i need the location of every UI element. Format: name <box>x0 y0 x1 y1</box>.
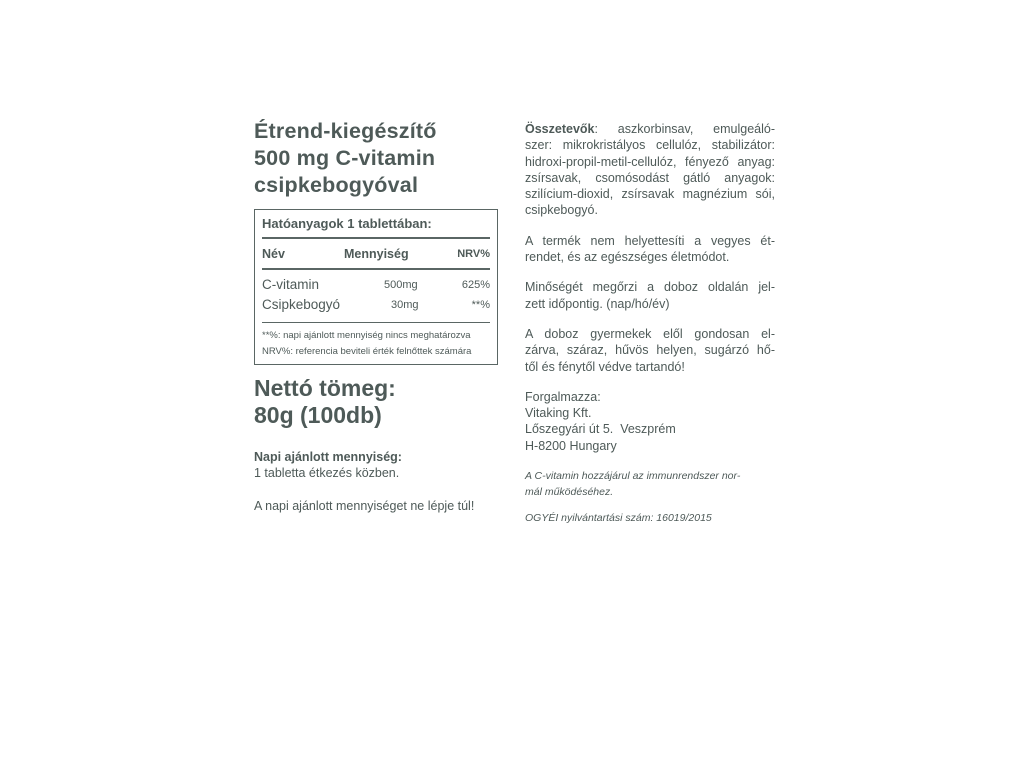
net-weight-value: 80g (100db) <box>254 402 382 428</box>
health-claim <box>525 468 775 500</box>
product-title <box>254 118 504 199</box>
row-2-nrv: **% <box>471 299 490 311</box>
ingredients-line-3: hidroxi-propil-metil-cellulóz, fényező anyag: <box>525 154 775 169</box>
footnote-2: NRV%: referencia beviteli érték felnőttek számára <box>262 346 472 357</box>
column-header-name: Név <box>262 247 285 261</box>
right-column <box>525 121 775 536</box>
row-2-name: Csipkebogyó <box>262 297 341 312</box>
note-storage <box>525 326 775 375</box>
note-diet-line-1: A termék nem helyettesíti a vegyes ét- <box>525 233 775 248</box>
footnote-1: **%: napi ajánlott mennyiség nincs meghatározva <box>262 330 471 341</box>
ingredients <box>525 121 775 219</box>
distributor-name: Vitaking Kft. <box>525 406 592 421</box>
ingredients-line-1: : aszkorbinsav, emulgeáló- <box>594 122 775 136</box>
distributor-country: H-8200 Hungary <box>525 438 617 453</box>
left-column <box>254 118 504 513</box>
note-storage-line-3: től és fénytől védve tartandó! <box>525 359 685 374</box>
title-line-3: csipkebogyóval <box>254 173 419 197</box>
row-1-nrv: 625% <box>461 279 490 291</box>
ingredients-line-2: szer: mikrokristályos cellulóz, stabilizátor: <box>525 138 775 153</box>
dosage-block <box>254 449 504 481</box>
column-header-amount: Mennyiség <box>344 247 409 261</box>
title-line-1: Étrend-kiegészítő <box>254 119 437 143</box>
column-header-nrv: NRV% <box>457 248 490 260</box>
dosage-warning: A napi ajánlott mennyiséget ne lépje túl! <box>254 499 475 513</box>
active-ingredients-table <box>254 209 498 365</box>
net-weight <box>254 375 504 429</box>
dosage-label: Napi ajánlott mennyiség: <box>254 450 402 464</box>
health-claim-line-1: A C-vitamin hozzájárul az immunrendszer nor- <box>525 470 741 483</box>
net-weight-label: Nettó tömeg: <box>254 375 396 401</box>
ingredients-line-6: csipkebogyó. <box>525 203 598 218</box>
distributor <box>525 389 775 454</box>
health-claim-line-2: mál működéséhez. <box>525 486 614 499</box>
note-storage-line-1: A doboz gyermekek elől gondosan el- <box>525 326 775 341</box>
row-2-amount: 30mg <box>391 299 419 311</box>
ingredients-line-5: szilícium-dioxid, zsírsavak magnézium sói, <box>525 187 775 202</box>
distributor-label: Forgalmazza: <box>525 389 601 404</box>
title-line-2: 500 mg C-vitamin <box>254 146 436 170</box>
note-expiry-line-2: zett időpontig. (nap/hó/év) <box>525 296 670 311</box>
registration-number: OGYÉI nyilvántartási szám: 16019/2015 <box>525 512 712 525</box>
table-rule-bottom <box>262 322 490 323</box>
note-diet-line-2: rendet, és az egészséges életmódot. <box>525 250 730 265</box>
ingredients-label: Összetevők <box>525 122 595 136</box>
table-heading: Hatóanyagok 1 tablettában: <box>262 216 432 231</box>
row-1-name: C-vitamin <box>262 277 320 292</box>
note-expiry-line-1: Minőségét megőrzi a doboz oldalán jel- <box>525 280 775 295</box>
ingredients-line-4: zsírsavak, csomósodást gátló anyagok: <box>525 170 775 185</box>
note-expiry <box>525 279 775 312</box>
table-rule-top <box>262 237 490 239</box>
table-rule-header <box>262 268 490 270</box>
note-diet <box>525 233 775 266</box>
note-storage-line-2: zárva, száraz, hűvös helyen, sugárzó hő- <box>525 343 775 358</box>
dosage-text: 1 tabletta étkezés közben. <box>254 466 400 480</box>
row-1-amount: 500mg <box>384 279 418 291</box>
distributor-street: Lőszegyári út 5. Veszprém <box>525 422 676 437</box>
